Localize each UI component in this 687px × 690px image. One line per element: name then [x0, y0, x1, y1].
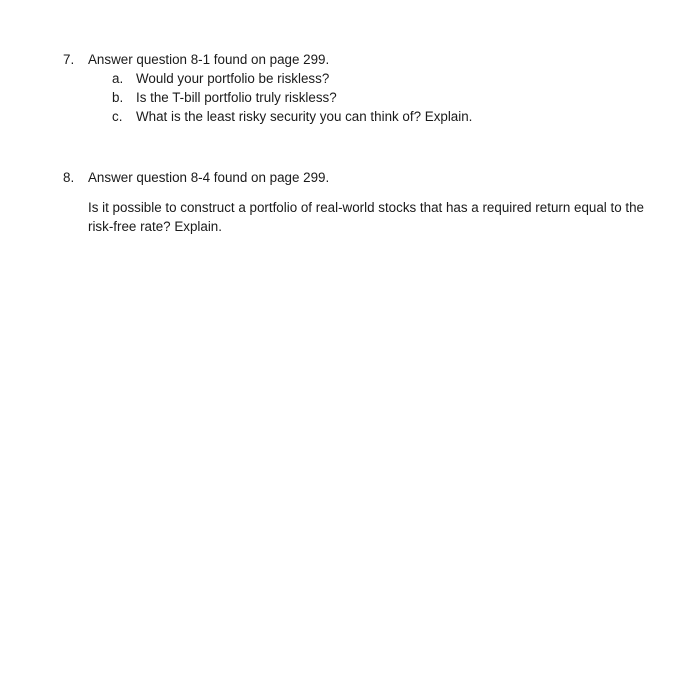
subitem-letter: b.	[112, 90, 124, 105]
question-text: Answer question 8-4 found on page 299.	[88, 170, 330, 185]
subitem-b	[112, 88, 337, 107]
question-8-paragraph: Is it possible to construct a portfolio of real-world stocks that has a required return equal to the risk-free rate? Explain.	[88, 200, 644, 234]
question-text: Answer question 8-1 found on page 299.	[88, 52, 330, 67]
subitem-c	[112, 107, 472, 126]
subitem-letter: a.	[112, 71, 124, 86]
question-number: 8.	[63, 170, 75, 185]
subitem-text: Is the T-bill portfolio truly riskless?	[136, 90, 337, 105]
subitem-text: What is the least risky security you can think of? Explain.	[136, 109, 473, 124]
subitem-a	[112, 69, 329, 88]
subitem-text: Would your portfolio be riskless?	[136, 71, 330, 86]
question-number: 7.	[63, 52, 75, 67]
subitem-letter: c.	[112, 109, 123, 124]
